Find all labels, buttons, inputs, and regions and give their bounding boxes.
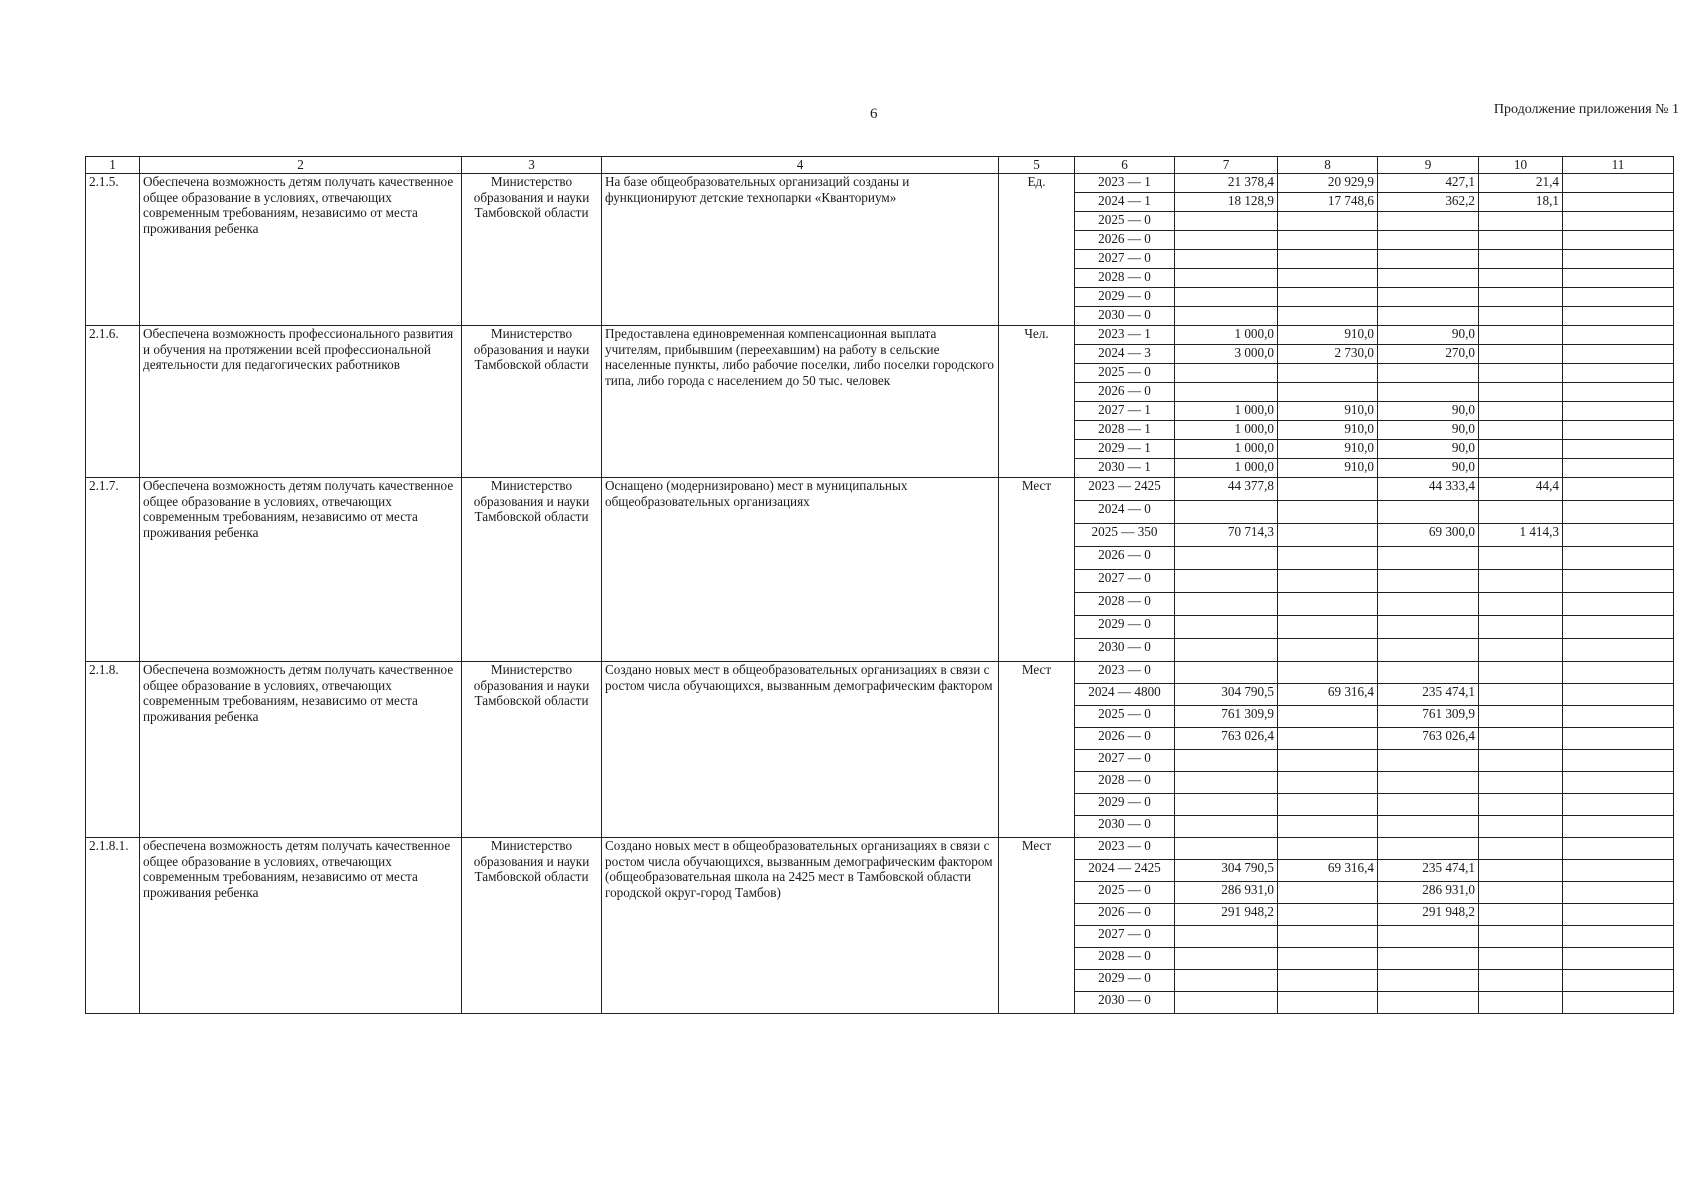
year-value-cell: 2025 — 0 [1075,882,1175,904]
regional-funding-cell [1378,992,1479,1014]
federal-funding-cell: 910,0 [1278,421,1378,440]
local-funding-cell [1479,992,1563,1014]
year-value-cell: 2025 — 0 [1075,212,1175,231]
year-value-cell: 2030 — 0 [1075,816,1175,838]
regional-funding-cell [1378,570,1479,593]
year-value-cell: 2027 — 0 [1075,926,1175,948]
local-funding-cell [1479,970,1563,992]
other-funding-cell [1563,524,1674,547]
other-funding-cell [1563,970,1674,992]
year-value-cell: 2029 — 1 [1075,440,1175,459]
total-funding-cell [1175,816,1278,838]
year-value-cell: 2023 — 0 [1075,662,1175,684]
year-value-cell: 2023 — 1 [1075,326,1175,345]
year-value-cell: 2028 — 0 [1075,948,1175,970]
local-funding-cell [1479,684,1563,706]
measure-result: Обеспечена возможность детям получать качественное общее образование в условиях, отвечающих современным требованиям, независимо от места проживания ребенка [140,478,462,662]
other-funding-cell [1563,459,1674,478]
other-funding-cell [1563,926,1674,948]
other-funding-cell [1563,421,1674,440]
federal-funding-cell [1278,662,1378,684]
appendix-continuation-note: Продолжение приложения № 1 [1493,102,1679,117]
federal-funding-cell [1278,231,1378,250]
other-funding-cell [1563,383,1674,402]
other-funding-cell [1563,728,1674,750]
local-funding-cell [1479,926,1563,948]
regional-funding-cell [1378,269,1479,288]
regional-funding-cell: 286 931,0 [1378,882,1479,904]
total-funding-cell: 304 790,5 [1175,860,1278,882]
local-funding-cell [1479,250,1563,269]
year-value-cell: 2027 — 1 [1075,402,1175,421]
measure-unit: Ед. [999,174,1075,326]
federal-funding-cell [1278,772,1378,794]
local-funding-cell [1479,501,1563,524]
local-funding-cell [1479,345,1563,364]
measure-result: Обеспечена возможность детям получать качественное общее образование в условиях, отвечающих современным требованиям, независимо от места проживания ребенка [140,174,462,326]
other-funding-cell [1563,307,1674,326]
regional-funding-cell [1378,212,1479,231]
total-funding-cell: 3 000,0 [1175,345,1278,364]
local-funding-cell [1479,882,1563,904]
measure-result: обеспечена возможность детям получать качественное общее образование в условиях, отвечающих современным требованиям, независимо от места проживания ребенка [140,838,462,1014]
measure-indicator: Оснащено (модернизировано) мест в муниципальных общеобразовательных организациях [602,478,999,662]
total-funding-cell: 1 000,0 [1175,421,1278,440]
federal-funding-cell: 17 748,6 [1278,193,1378,212]
year-value-cell: 2024 — 4800 [1075,684,1175,706]
federal-funding-cell [1278,383,1378,402]
table-row [86,174,1674,193]
measure-code: 2.1.7. [86,478,140,662]
federal-funding-cell: 910,0 [1278,326,1378,345]
regional-funding-cell [1378,383,1479,402]
total-funding-cell: 21 378,4 [1175,174,1278,193]
other-funding-cell [1563,593,1674,616]
measure-indicator: Предоставлена единовременная компенсационная выплата учителям, прибывшим (переехавшим) на работу в сельские населенные пункты, либо рабочие поселки, либо поселки городского типа, либо города с населением до 50 тыс. человек [602,326,999,478]
total-funding-cell: 761 309,9 [1175,706,1278,728]
local-funding-cell [1479,838,1563,860]
federal-funding-cell [1278,364,1378,383]
regional-funding-cell: 763 026,4 [1378,728,1479,750]
other-funding-cell [1563,402,1674,421]
total-funding-cell: 1 000,0 [1175,402,1278,421]
local-funding-cell [1479,593,1563,616]
regional-funding-cell: 362,2 [1378,193,1479,212]
total-funding-cell: 304 790,5 [1175,684,1278,706]
total-funding-cell: 286 931,0 [1175,882,1278,904]
regional-funding-cell [1378,816,1479,838]
local-funding-cell [1479,662,1563,684]
measure-unit: Мест [999,838,1075,1014]
local-funding-cell [1479,421,1563,440]
year-value-cell: 2024 — 0 [1075,501,1175,524]
total-funding-cell [1175,364,1278,383]
local-funding-cell [1479,706,1563,728]
other-funding-cell [1563,212,1674,231]
year-value-cell: 2030 — 0 [1075,992,1175,1014]
year-value-cell: 2029 — 0 [1075,970,1175,992]
total-funding-cell: 1 000,0 [1175,459,1278,478]
total-funding-cell [1175,970,1278,992]
regional-funding-cell: 90,0 [1378,421,1479,440]
year-value-cell: 2025 — 0 [1075,364,1175,383]
local-funding-cell [1479,860,1563,882]
total-funding-cell [1175,231,1278,250]
year-value-cell: 2030 — 1 [1075,459,1175,478]
year-value-cell: 2025 — 0 [1075,706,1175,728]
other-funding-cell [1563,193,1674,212]
column-header: 9 [1378,157,1479,174]
measure-unit: Мест [999,662,1075,838]
other-funding-cell [1563,326,1674,345]
local-funding-cell [1479,904,1563,926]
total-funding-cell: 18 128,9 [1175,193,1278,212]
other-funding-cell [1563,860,1674,882]
year-value-cell: 2026 — 0 [1075,383,1175,402]
local-funding-cell [1479,816,1563,838]
year-value-cell: 2023 — 1 [1075,174,1175,193]
other-funding-cell [1563,616,1674,639]
other-funding-cell [1563,662,1674,684]
page-number: 6 [870,106,878,122]
local-funding-cell [1479,459,1563,478]
column-number-row [86,157,1674,174]
regional-funding-cell [1378,250,1479,269]
table-row [86,838,1674,860]
year-value-cell: 2027 — 0 [1075,250,1175,269]
total-funding-cell: 291 948,2 [1175,904,1278,926]
local-funding-cell [1479,616,1563,639]
regional-funding-cell: 427,1 [1378,174,1479,193]
federal-funding-cell [1278,992,1378,1014]
federal-funding-cell [1278,269,1378,288]
regional-funding-cell [1378,616,1479,639]
other-funding-cell [1563,345,1674,364]
total-funding-cell [1175,501,1278,524]
other-funding-cell [1563,882,1674,904]
regional-funding-cell [1378,662,1479,684]
other-funding-cell [1563,684,1674,706]
federal-funding-cell: 69 316,4 [1278,860,1378,882]
measure-indicator: Создано новых мест в общеобразовательных организациях в связи с ростом числа обучающихся, вызванным демографическим фактором (общеобразовательная школа на 2425 мест в Тамбовской области городской округ-город Тамбов) [602,838,999,1014]
total-funding-cell [1175,750,1278,772]
column-header: 1 [86,157,140,174]
local-funding-cell [1479,772,1563,794]
other-funding-cell [1563,250,1674,269]
federal-funding-cell [1278,250,1378,269]
local-funding-cell [1479,402,1563,421]
regional-funding-cell: 69 300,0 [1378,524,1479,547]
local-funding-cell [1479,948,1563,970]
other-funding-cell [1563,364,1674,383]
total-funding-cell [1175,772,1278,794]
local-funding-cell [1479,212,1563,231]
regional-funding-cell: 90,0 [1378,459,1479,478]
regional-funding-cell: 235 474,1 [1378,684,1479,706]
regional-funding-cell: 291 948,2 [1378,904,1479,926]
regional-funding-cell [1378,364,1479,383]
regional-funding-cell [1378,926,1479,948]
total-funding-cell [1175,250,1278,269]
year-value-cell: 2027 — 0 [1075,570,1175,593]
regional-funding-cell [1378,772,1479,794]
table-row [86,478,1674,501]
other-funding-cell [1563,269,1674,288]
measure-code: 2.1.8.1. [86,838,140,1014]
local-funding-cell [1479,231,1563,250]
regional-funding-cell [1378,970,1479,992]
measure-unit: Мест [999,478,1075,662]
total-funding-cell [1175,383,1278,402]
total-funding-cell [1175,570,1278,593]
other-funding-cell [1563,904,1674,926]
column-header: 11 [1563,157,1674,174]
federal-funding-cell: 20 929,9 [1278,174,1378,193]
total-funding-cell [1175,662,1278,684]
regional-funding-cell: 90,0 [1378,402,1479,421]
federal-funding-cell [1278,838,1378,860]
local-funding-cell [1479,383,1563,402]
year-value-cell: 2026 — 0 [1075,728,1175,750]
measure-code: 2.1.6. [86,326,140,478]
local-funding-cell [1479,440,1563,459]
federal-funding-cell: 910,0 [1278,459,1378,478]
federal-funding-cell [1278,212,1378,231]
federal-funding-cell [1278,706,1378,728]
measure-executor: Министерство образования и науки Тамбовской области [462,478,602,662]
column-header: 2 [140,157,462,174]
federal-funding-cell [1278,524,1378,547]
measure-result: Обеспечена возможность детям получать качественное общее образование в условиях, отвечающих современным требованиям, независимо от места проживания ребенка [140,662,462,838]
total-funding-cell [1175,593,1278,616]
year-value-cell: 2023 — 2425 [1075,478,1175,501]
local-funding-cell [1479,639,1563,662]
federal-funding-cell [1278,639,1378,662]
local-funding-cell [1479,269,1563,288]
federal-funding-cell: 69 316,4 [1278,684,1378,706]
measures-table [85,156,1674,1014]
total-funding-cell [1175,992,1278,1014]
local-funding-cell [1479,570,1563,593]
year-value-cell: 2024 — 3 [1075,345,1175,364]
total-funding-cell: 44 377,8 [1175,478,1278,501]
federal-funding-cell [1278,794,1378,816]
regional-funding-cell [1378,794,1479,816]
other-funding-cell [1563,838,1674,860]
federal-funding-cell: 910,0 [1278,402,1378,421]
measure-result: Обеспечена возможность профессионального развития и обучения на протяжении всей профессиональной деятельности для педагогических работников [140,326,462,478]
year-value-cell: 2024 — 2425 [1075,860,1175,882]
year-value-cell: 2029 — 0 [1075,288,1175,307]
total-funding-cell: 1 000,0 [1175,440,1278,459]
federal-funding-cell [1278,616,1378,639]
regional-funding-cell: 90,0 [1378,440,1479,459]
other-funding-cell [1563,992,1674,1014]
year-value-cell: 2029 — 0 [1075,616,1175,639]
local-funding-cell [1479,307,1563,326]
other-funding-cell [1563,288,1674,307]
total-funding-cell: 1 000,0 [1175,326,1278,345]
federal-funding-cell [1278,501,1378,524]
local-funding-cell [1479,547,1563,570]
other-funding-cell [1563,570,1674,593]
column-header: 3 [462,157,602,174]
measure-indicator: На базе общеобразовательных организаций созданы и функционируют детские технопарки «Кванториум» [602,174,999,326]
total-funding-cell [1175,926,1278,948]
local-funding-cell: 44,4 [1479,478,1563,501]
total-funding-cell [1175,948,1278,970]
other-funding-cell [1563,174,1674,193]
other-funding-cell [1563,750,1674,772]
total-funding-cell [1175,307,1278,326]
federal-funding-cell [1278,816,1378,838]
local-funding-cell [1479,364,1563,383]
regional-funding-cell [1378,501,1479,524]
regional-funding-cell [1378,231,1479,250]
year-value-cell: 2028 — 0 [1075,593,1175,616]
regional-funding-cell: 90,0 [1378,326,1479,345]
federal-funding-cell [1278,307,1378,326]
year-value-cell: 2028 — 0 [1075,772,1175,794]
regional-funding-cell: 235 474,1 [1378,860,1479,882]
total-funding-cell: 70 714,3 [1175,524,1278,547]
federal-funding-cell: 2 730,0 [1278,345,1378,364]
federal-funding-cell [1278,728,1378,750]
year-value-cell: 2027 — 0 [1075,750,1175,772]
federal-funding-cell [1278,926,1378,948]
federal-funding-cell [1278,882,1378,904]
total-funding-cell: 763 026,4 [1175,728,1278,750]
local-funding-cell: 18,1 [1479,193,1563,212]
regional-funding-cell: 44 333,4 [1378,478,1479,501]
federal-funding-cell [1278,570,1378,593]
other-funding-cell [1563,816,1674,838]
other-funding-cell [1563,772,1674,794]
regional-funding-cell: 270,0 [1378,345,1479,364]
federal-funding-cell [1278,593,1378,616]
table-row [86,662,1674,684]
regional-funding-cell [1378,948,1479,970]
local-funding-cell: 21,4 [1479,174,1563,193]
regional-funding-cell: 761 309,9 [1378,706,1479,728]
total-funding-cell [1175,547,1278,570]
column-header: 6 [1075,157,1175,174]
local-funding-cell [1479,750,1563,772]
regional-funding-cell [1378,639,1479,662]
measure-executor: Министерство образования и науки Тамбовской области [462,326,602,478]
year-value-cell: 2024 — 1 [1075,193,1175,212]
measure-executor: Министерство образования и науки Тамбовской области [462,662,602,838]
year-value-cell: 2025 — 350 [1075,524,1175,547]
measure-executor: Министерство образования и науки Тамбовской области [462,174,602,326]
other-funding-cell [1563,948,1674,970]
other-funding-cell [1563,706,1674,728]
federal-funding-cell [1278,750,1378,772]
measure-indicator: Создано новых мест в общеобразовательных организациях в связи с ростом числа обучающихся, вызванным демографическим фактором [602,662,999,838]
column-header: 10 [1479,157,1563,174]
federal-funding-cell [1278,478,1378,501]
federal-funding-cell [1278,547,1378,570]
local-funding-cell: 1 414,3 [1479,524,1563,547]
total-funding-cell [1175,794,1278,816]
total-funding-cell [1175,212,1278,231]
column-header: 5 [999,157,1075,174]
regional-funding-cell [1378,307,1479,326]
other-funding-cell [1563,547,1674,570]
year-value-cell: 2028 — 1 [1075,421,1175,440]
year-value-cell: 2026 — 0 [1075,547,1175,570]
column-header: 8 [1278,157,1378,174]
federal-funding-cell [1278,970,1378,992]
regional-funding-cell [1378,288,1479,307]
total-funding-cell [1175,639,1278,662]
measure-code: 2.1.8. [86,662,140,838]
year-value-cell: 2023 — 0 [1075,838,1175,860]
federal-funding-cell: 910,0 [1278,440,1378,459]
year-value-cell: 2026 — 0 [1075,231,1175,250]
local-funding-cell [1479,326,1563,345]
other-funding-cell [1563,639,1674,662]
total-funding-cell [1175,269,1278,288]
local-funding-cell [1479,288,1563,307]
measure-executor: Министерство образования и науки Тамбовской области [462,838,602,1014]
column-header: 4 [602,157,999,174]
local-funding-cell [1479,728,1563,750]
regional-funding-cell [1378,750,1479,772]
year-value-cell: 2030 — 0 [1075,307,1175,326]
local-funding-cell [1479,794,1563,816]
table-row [86,326,1674,345]
table-body [86,174,1674,1014]
other-funding-cell [1563,478,1674,501]
regional-funding-cell [1378,547,1479,570]
federal-funding-cell [1278,288,1378,307]
total-funding-cell [1175,616,1278,639]
total-funding-cell [1175,288,1278,307]
measure-unit: Чел. [999,326,1075,478]
regional-funding-cell [1378,593,1479,616]
federal-funding-cell [1278,948,1378,970]
year-value-cell: 2030 — 0 [1075,639,1175,662]
other-funding-cell [1563,231,1674,250]
regional-funding-cell [1378,838,1479,860]
other-funding-cell [1563,440,1674,459]
other-funding-cell [1563,501,1674,524]
federal-funding-cell [1278,904,1378,926]
measure-code: 2.1.5. [86,174,140,326]
other-funding-cell [1563,794,1674,816]
year-value-cell: 2026 — 0 [1075,904,1175,926]
column-header: 7 [1175,157,1278,174]
year-value-cell: 2028 — 0 [1075,269,1175,288]
total-funding-cell [1175,838,1278,860]
year-value-cell: 2029 — 0 [1075,794,1175,816]
